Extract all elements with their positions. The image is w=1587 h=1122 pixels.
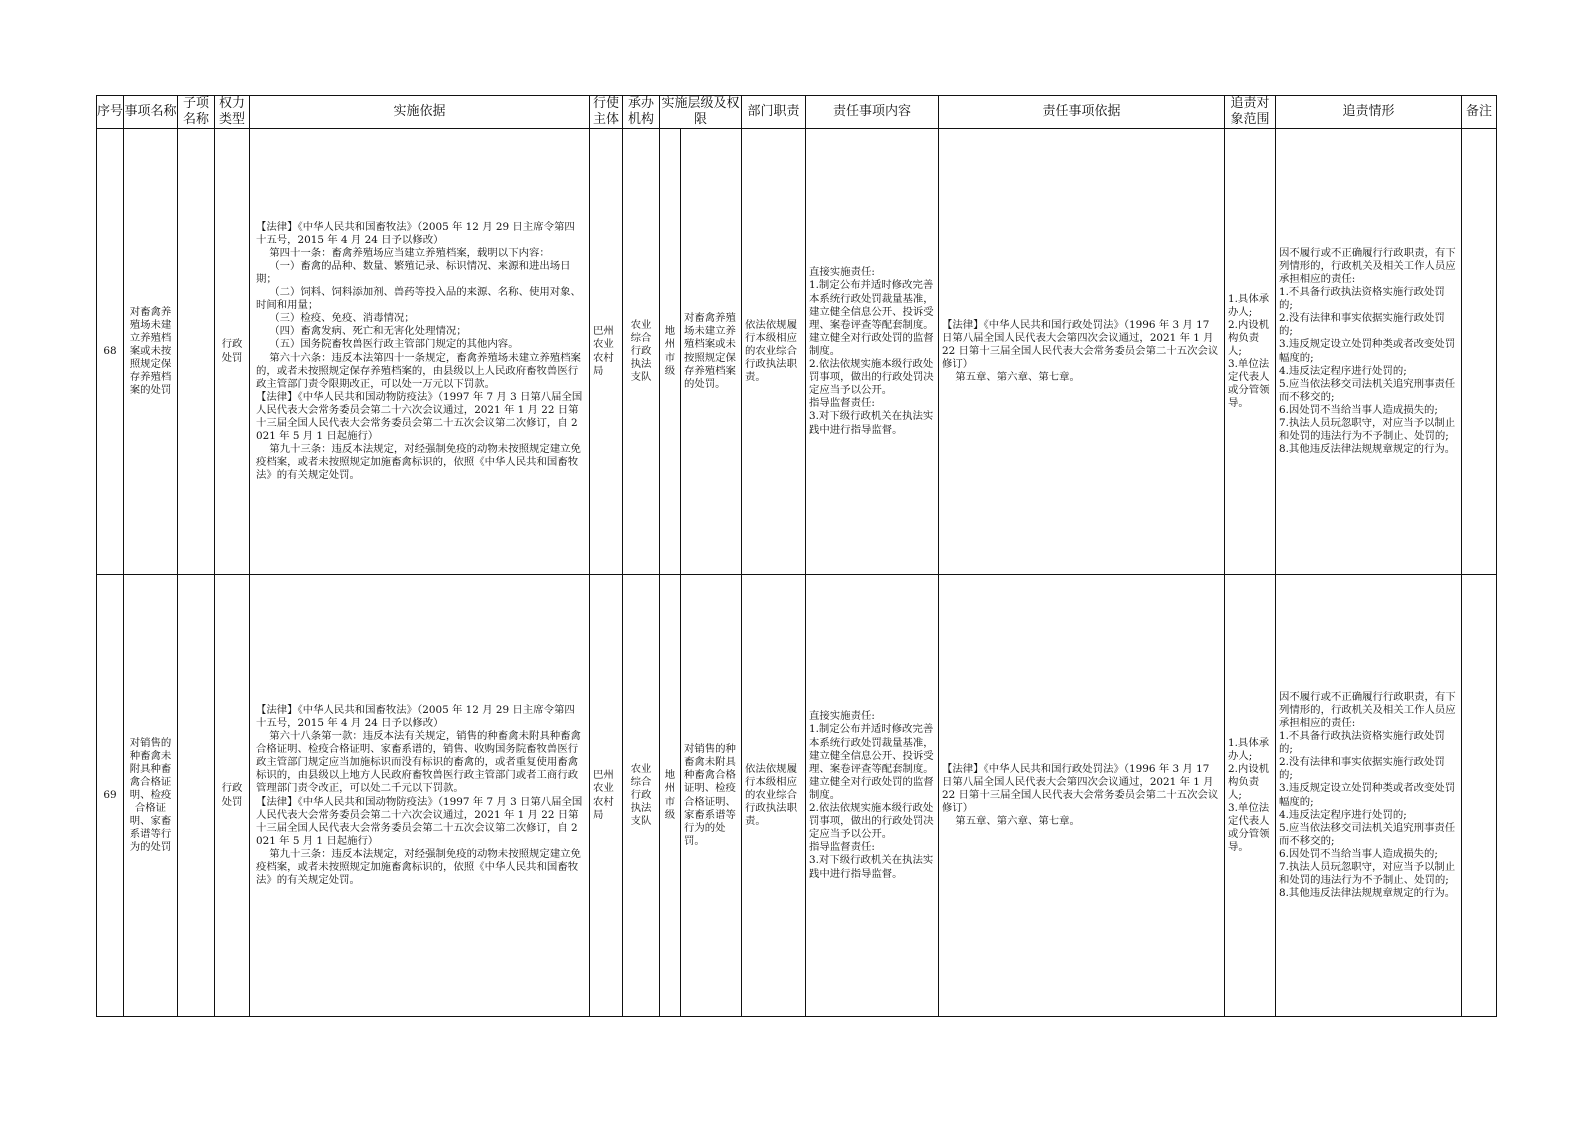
cell-circumstances: 因不履行或不正确履行行政职责，有下列情形的，行政机关及相关工作人员应承担相应的责任: 1.不具备行政执法资格实施行政处罚的; 2.没有法律和事实依据实施行政处罚的; 3.违反规定设立处罚种类或者改变处罚幅度的; 4.违反法定程序进行处罚的; 5.应当依法移交司法机关追究刑事责任而不移交的; 6.因处罚不当给当事人造成损失的; 7.执法人员玩忽职守，对应当予以制止和处罚的违法行为不予制止、处罚的; 8.其他违反法律法规规章规定的行为。 [1276,129,1462,575]
cell-subject: 巴州农业农村局 [590,129,623,575]
cell-duty: 依法依规履行本级相应的农业综合行政执法职责。 [742,575,806,1017]
cell-remark [1462,129,1497,575]
cell-power-type: 行政处罚 [215,575,250,1017]
cell-basis: 【法律】《中华人民共和国畜牧法》（2005 年 12 月 29 日主席令第四十五号，2015 年 4 月 24 日予以修改） 第六十八条第一款：违反本法有关规定，销售的种畜禽未附具种畜禽合格证明、检疫合格证明、家畜系谱的，销售、收购国务院畜牧兽医行政主管部门规定应当加施标识而没有标识的畜禽的，或者重复使用畜禽标识的，由县级以上地方人民政府畜牧兽医行政主管部门或者工商行政管理部门责令改正，可以处二千元以下罚款。 【法律】《中华人民共和国动物防疫法》（1997 年 7 月 3 日第八届全国人民代表大会常务委员会第二十六次会议通过，2021 年 1 月 22 日第十三届全国人民代表大会常务委员会第二十五次会议第二次修订，自 2021 年 5 月 1 日起施行） 第九十三条：违反本法规定，对经强制免疫的动物未按照规定建立免疫档案，或者未按照规定加施畜禽标识的，依照《中华人民共和国畜牧法》的有关规定处罚。 [250,575,590,1017]
cell-resp-content: 直接实施责任: 1.制定公布并适时修改完善本系统行政处罚裁量基准，建立健全信息公开、投诉受理、案卷评查等配套制度。建立健全对行政处罚的监督制度。 2.依法依规实施本级行政处罚事项，做出的行政处罚决定应当予以公开。 指导监督责任: 3.对下级行政机关在执法实践中进行指导监督。 [806,575,939,1017]
cell-level-scope: 对销售的种畜禽未附具种畜禽合格证明、检疫合格证明、家畜系谱等行为的处罚。 [681,575,742,1017]
header-subname: 子项名称 [178,96,215,129]
cell-level: 地州市级 [660,575,681,1017]
cell-remark [1462,575,1497,1017]
cell-name: 对销售的种畜禽未附具种畜禽合格证明、检疫合格证明、家畜系谱等行为的处罚 [124,575,178,1017]
cell-seq: 69 [97,575,124,1017]
responsibility-table [96,95,1497,1017]
header-org: 承办机构 [623,96,660,129]
cell-resp-content: 直接实施责任: 1.制定公布并适时修改完善本系统行政处罚裁量基准，建立健全信息公开、投诉受理、案卷评查等配套制度。建立健全对行政处罚的监督制度。 2.依法依规实施本级行政处罚事项，做出的行政处罚决定应当予以公开。 指导监督责任: 3.对下级行政机关在执法实践中进行指导监督。 [806,129,939,575]
cell-power-type: 行政处罚 [215,129,250,575]
table-row [97,575,1497,1017]
header-resp-basis: 责任事项依据 [939,96,1225,129]
cell-level-scope: 对畜禽养殖场未建立养殖档案或未按照规定保存养殖档案的处罚。 [681,129,742,575]
header-circumstances: 追责情形 [1276,96,1462,129]
cell-level: 地州市级 [660,129,681,575]
cell-subject: 巴州农业农村局 [590,575,623,1017]
cell-name: 对畜禽养殖场未建立养殖档案或未按照规定保存养殖档案的处罚 [124,129,178,575]
cell-resp-basis: 【法律】《中华人民共和国行政处罚法》（1996 年 3 月 17 日第八届全国人民代表大会第四次会议通过，2021 年 1 月 22 日第十三届全国人民代表大会常务委员会第二十五次会议修订） 第五章、第六章、第七章。 [939,129,1225,575]
cell-org: 农业综合行政执法支队 [623,575,660,1017]
header-remark: 备注 [1462,96,1497,129]
header-subject: 行使主体 [590,96,623,129]
header-seq: 序号 [97,96,124,129]
cell-subname [178,129,215,575]
header-power-type: 权力类型 [215,96,250,129]
header-accountable: 追责对象范围 [1225,96,1276,129]
cell-circumstances: 因不履行或不正确履行行政职责，有下列情形的，行政机关及相关工作人员应承担相应的责任: 1.不具备行政执法资格实施行政处罚的; 2.没有法律和事实依据实施行政处罚的; 3.违反规定设立处罚种类或者改变处罚幅度的; 4.违反法定程序进行处罚的; 5.应当依法移交司法机关追究刑事责任而不移交的; 6.因处罚不当给当事人造成损失的; 7.执法人员玩忽职守，对应当予以制止和处罚的违法行为不予制止、处罚的; 8.其他违反法律法规规章规定的行为。 [1276,575,1462,1017]
header-duty: 部门职责 [742,96,806,129]
header-level: 实施层级及权限 [661,96,740,127]
cell-basis: 【法律】《中华人民共和国畜牧法》（2005 年 12 月 29 日主席令第四十五号，2015 年 4 月 24 日予以修改） 第四十一条：畜禽养殖场应当建立养殖档案，载明以下内容： （一）畜禽的品种、数量、繁殖记录、标识情况、来源和进出场日期； （二）饲料、饲料添加剂、兽药等投入品的来源、名称、使用对象、时间和用量； （三）检疫、免疫、消毒情况； （四）畜禽发病、死亡和无害化处理情况； （五）国务院畜牧兽医行政主管部门规定的其他内容。 第六十六条：违反本法第四十一条规定，畜禽养殖场未建立养殖档案的，或者未按照规定保存养殖档案的，由县级以上人民政府畜牧兽医行政主管部门责令限期改正，可以处一万元以下罚款。 【法律】《中华人民共和国动物防疫法》（1997 年 7 月 3 日第八届全国人民代表大会常务委员会第二十六次会议通过，2021 年 1 月 22 日第十三届全国人民代表大会常务委员会第二十五次会议第二次修订，自 2021 年 5 月 1 日起施行） 第九十三条：违反本法规定，对经强制免疫的动物未按照规定建立免疫档案，或者未按照规定加施畜禽标识的，依照《中华人民共和国畜牧法》的有关规定处罚。 [250,129,590,575]
table-row [97,129,1497,575]
cell-resp-basis: 【法律】《中华人民共和国行政处罚法》（1996 年 3 月 17 日第八届全国人民代表大会第四次会议通过，2021 年 1 月 22 日第十三届全国人民代表大会常务委员会第二十五次会议修订） 第五章、第六章、第七章。 [939,575,1225,1017]
cell-accountable: 1.具体承办人; 2.内设机构负责人; 3.单位法定代表人或分管领导。 [1225,129,1276,575]
cell-duty: 依法依规履行本级相应的农业综合行政执法职责。 [742,129,806,575]
header-basis: 实施依据 [250,96,590,129]
header-resp-content: 责任事项内容 [806,96,939,129]
cell-subname [178,575,215,1017]
cell-org: 农业综合行政执法支队 [623,129,660,575]
header-name: 事项名称 [124,96,178,129]
cell-accountable: 1.具体承办人; 2.内设机构负责人; 3.单位法定代表人或分管领导。 [1225,575,1276,1017]
cell-seq: 68 [97,129,124,575]
header-row [97,96,1497,129]
